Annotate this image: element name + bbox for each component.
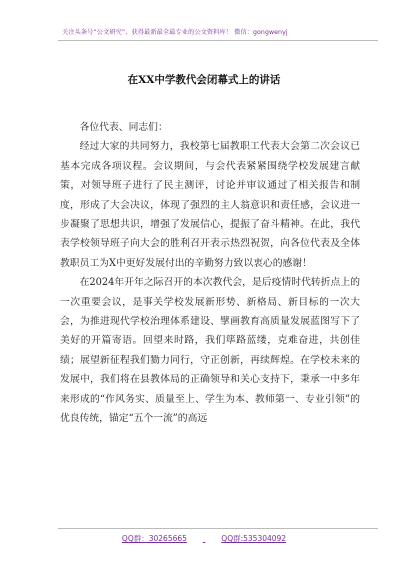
footer-qq-group-1[interactable]: QQ群：30265665 (121, 534, 187, 543)
footer-qq-group-2[interactable]: QQ群:535304092 (221, 534, 287, 543)
header-divider (58, 40, 378, 41)
document-body (60, 118, 360, 429)
footer-divider (58, 528, 378, 529)
footer-contacts (0, 533, 408, 544)
document-title: 在XX中学教代会闭幕式上的讲话 (127, 74, 281, 86)
header-promo-note: 关注头条号“公文研究”，获得最新最全最专业的公文资料库！ 微信：gongwenyj (62, 29, 288, 36)
body-paragraph: 在2024年开年之际召开的本次教代会，是后疫情时代转折点上的一次重要会议，是事关学校发展新形势、新格局、新目标的一次大会，为推进现代学校治理体系建设、擘画教育高质量发展蓝图写下了美好的开篇寄语。回望来时路，我们筚路蓝缕，克难奋进，共创佳绩；展望新征程我们勠力同行，守正创新，再续辉煌。在学校未来的发展中，我们将在县教体局的正确领导和关心支持下，秉承一中多年来形成的“作风务实、质量至上、学生为本、教师第一、专业引领”的优良传统，锚定“五个一流”的高远 (60, 277, 360, 425)
salutation: 各位代表、同志们： (79, 122, 168, 133)
body-paragraph: 经过大家的共同努力，我校第七届教职工代表大会第二次会议已基本完成各项议程。会议期间，与会代表紧紧围绕学校发展建言献策，对领导班子进行了民主测评，讨论并审议通过了相关报告和制度，形成了大会决议，体现了强烈的主人翁意识和责任感，会议进一步凝聚了思想共识，增强了发展信心，提振了奋斗精神。在此，我代表学校领导班子向大会的胜利召开表示热烈祝贺，向各位代表及全体教职员工为X中更好发展付出的辛勤努力致以衷心的感谢！ (60, 141, 360, 269)
